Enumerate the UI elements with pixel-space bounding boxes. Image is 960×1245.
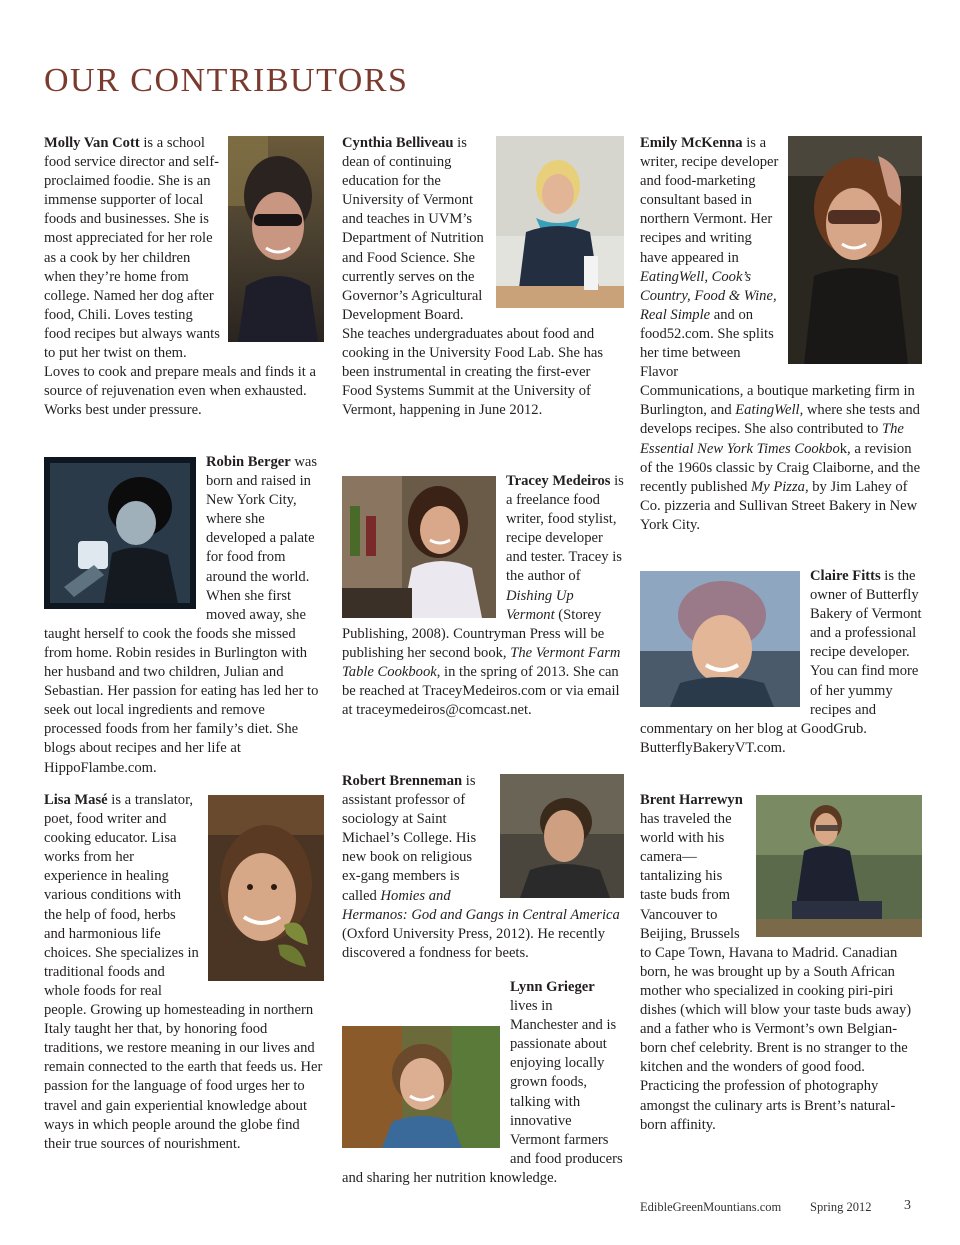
contributor-name: Cynthia Belliveau xyxy=(342,135,454,151)
bio-emily-mckenna xyxy=(640,134,922,535)
contributor-bio: was born and raised in New York City, where she developed a palate for food from around the world. When she first moved away, she taught herself to cook the foods she missed from home. Robin resides in Burlington with her husband and two children, Julian and Sebastian. Her passion for eating has led her to seek out local ingredients and remove processed foods from her family’s diet. She blogs about recipes and her life at HippoFlambe.com. xyxy=(44,454,319,776)
contributor-bio: (Oxford University Press, 2012). He recently discovered a fondness for beets. xyxy=(342,925,606,961)
photo-robin-berger xyxy=(44,457,196,609)
contributor-bio: and on food52.com. She splits her time between Flavor Communications, a boutique marketing firm in Burlington, and xyxy=(640,306,915,419)
contributor-bio: is a writer, recipe developer and food-marketing consultant based in northern Vermont. Her recipes and writing have appeared in xyxy=(640,135,779,266)
contributor-name: Molly Van Cott xyxy=(44,135,140,151)
contributor-bio: is the owner of Butterfly Bakery of Vermont and a professional recipe developer. You can find more of her yummy recipes and commentary on her blog at GoodGrub. ButterflyBakeryVT.com. xyxy=(640,568,922,756)
contributor-name: Lisa Masé xyxy=(44,792,108,808)
bio-claire-fitts xyxy=(640,567,922,758)
publication-list: EatingWell, Cook’s Country, Food & Wine, Real Simple xyxy=(640,268,777,323)
bio-molly-van-cott xyxy=(44,134,324,420)
contributor-bio: k, a revision of the 1960s classic by Craig Claiborne, and the recently published xyxy=(640,440,921,495)
contributor-name: Brent Harrewyn xyxy=(640,792,743,808)
book-title: Dishing Up Vermont xyxy=(506,587,574,623)
contributor-bio: where she tests and develops recipes. She also contributed to xyxy=(640,402,920,438)
page-title: OUR CONTRIBUTORS xyxy=(44,62,409,99)
photo-lisa-mase xyxy=(208,795,324,981)
book-title: The Essential New York Times Cookbo xyxy=(640,421,904,457)
contributor-bio: is assistant professor of sociology at Saint Michael’s College. His new book on religious ex-gang members is called xyxy=(342,773,477,904)
contributor-bio: is dean of continuing education for the University of Vermont and teaches in UVM’s Department of Nutrition and Food Science. She currently serves on the Governor’s Agricultural Development Board. She teaches undergraduates about food and cooking in the University Food Lab. She has been instrumental in creating the first-ever Food Systems Summit at the University of Vermont, happening in June 2012. xyxy=(342,135,604,419)
bio-robert-brenneman xyxy=(342,772,624,963)
photo-tracey-medeiros xyxy=(342,476,496,618)
photo-robert-brenneman xyxy=(500,774,624,898)
contributor-name: Robert Brenneman xyxy=(342,773,463,789)
contributor-name: Claire Fitts xyxy=(810,568,881,584)
bio-brent-harrewyn xyxy=(640,791,922,1135)
contributor-bio: has traveled the world with his camera—tantalizing his taste buds from Vancouver to Beijing, Brussels to Cape Town, Havana to Madrid. Canadian born, he was brought up by a South African mother who specialized in cooking piri-piri dishes (which will blow your taste buds away) and a father who is Vermont’s own Belgian-born chef celebrity. Brent is no stranger to the kitchen and the wonders of good food. Practicing the profession of photography amongst the culinary arts is Brent’s natural-born affinity. xyxy=(640,811,912,1133)
contributor-bio: is a school food service director and self-proclaimed foodie. She is an immense supporter of local foods and businesses. She is most appreciated for her role as a cook by her children when they’re home from college. Named her dog after food, Chili. Loves testing food recipes but always wants to put her twist on them. Loves to cook and prepare meals and finds it a source of rejuvenation even when exhausted. Works best under pressure. xyxy=(44,135,316,419)
book-title: My Pizza, xyxy=(751,478,809,495)
contributor-bio: is a freelance food writer, food stylist, recipe developer and tester. Tracey is the author of xyxy=(506,473,624,585)
bio-lisa-mase xyxy=(44,791,324,1154)
book-title: Homies and Hermanos: God and Gangs in Central America xyxy=(342,887,620,923)
contributor-name: Lynn Grieger xyxy=(510,979,595,995)
bio-cynthia-belliveau xyxy=(342,134,624,420)
contributor-bio: (Storey Publishing, 2008). Countryman Press will be publishing her second book, xyxy=(342,606,605,661)
photo-molly-van-cott xyxy=(228,136,324,342)
photo-cynthia-belliveau xyxy=(496,136,624,308)
contributor-name: Robin Berger xyxy=(206,454,291,470)
footer-website: EdibleGreenMountians.com xyxy=(640,1200,782,1214)
footer-issue: Spring 2012 xyxy=(810,1200,872,1214)
bio-tracey-medeiros xyxy=(342,472,624,720)
bio-robin-berger xyxy=(44,453,324,778)
publication-name: EatingWell, xyxy=(735,402,804,419)
contributor-bio: is a translator, poet, food writer and cooking educator. Lisa works from her experience in healing various conditions with the help of food, herbs and harmonious life choices. She specializes in traditional foods and whole foods for real people. Growing up homesteading in northern Italy taught her that, by honoring food traditions, we restore meaning in our lives and remain connected to the earth that feeds us. Her passion for the language of food urges her to travel and gain experiential knowledge about ways in which people around the globe find their true sources of nourishment. xyxy=(44,792,323,1152)
photo-lynn-grieger xyxy=(342,1026,500,1148)
photo-emily-mckenna xyxy=(788,136,922,364)
contributor-bio: , in the spring of 2013. She can be reached at TraceyMedeiros.com or via email at traceymedeiros@comcast.net. xyxy=(342,663,620,719)
bio-lynn-grieger xyxy=(342,978,624,1188)
book-title: The Vermont Farm Table Cookbook xyxy=(342,644,621,680)
photo-brent-harrewyn xyxy=(756,795,922,937)
contributor-bio: lives in Manchester and is passionate about enjoying locally grown foods, talking with innovative Vermont farmers and food producers and sharing her nutrition knowledge. xyxy=(342,998,623,1186)
page-number: 3 xyxy=(904,1198,911,1213)
contributor-name: Emily McKenna xyxy=(640,135,743,151)
contributor-bio: by Jim Lahey of Co. pizzeria and Sullivan Street Bakery in New York City. xyxy=(640,478,918,533)
contributor-name: Tracey Medeiros xyxy=(506,473,611,489)
photo-claire-fitts xyxy=(640,571,800,707)
